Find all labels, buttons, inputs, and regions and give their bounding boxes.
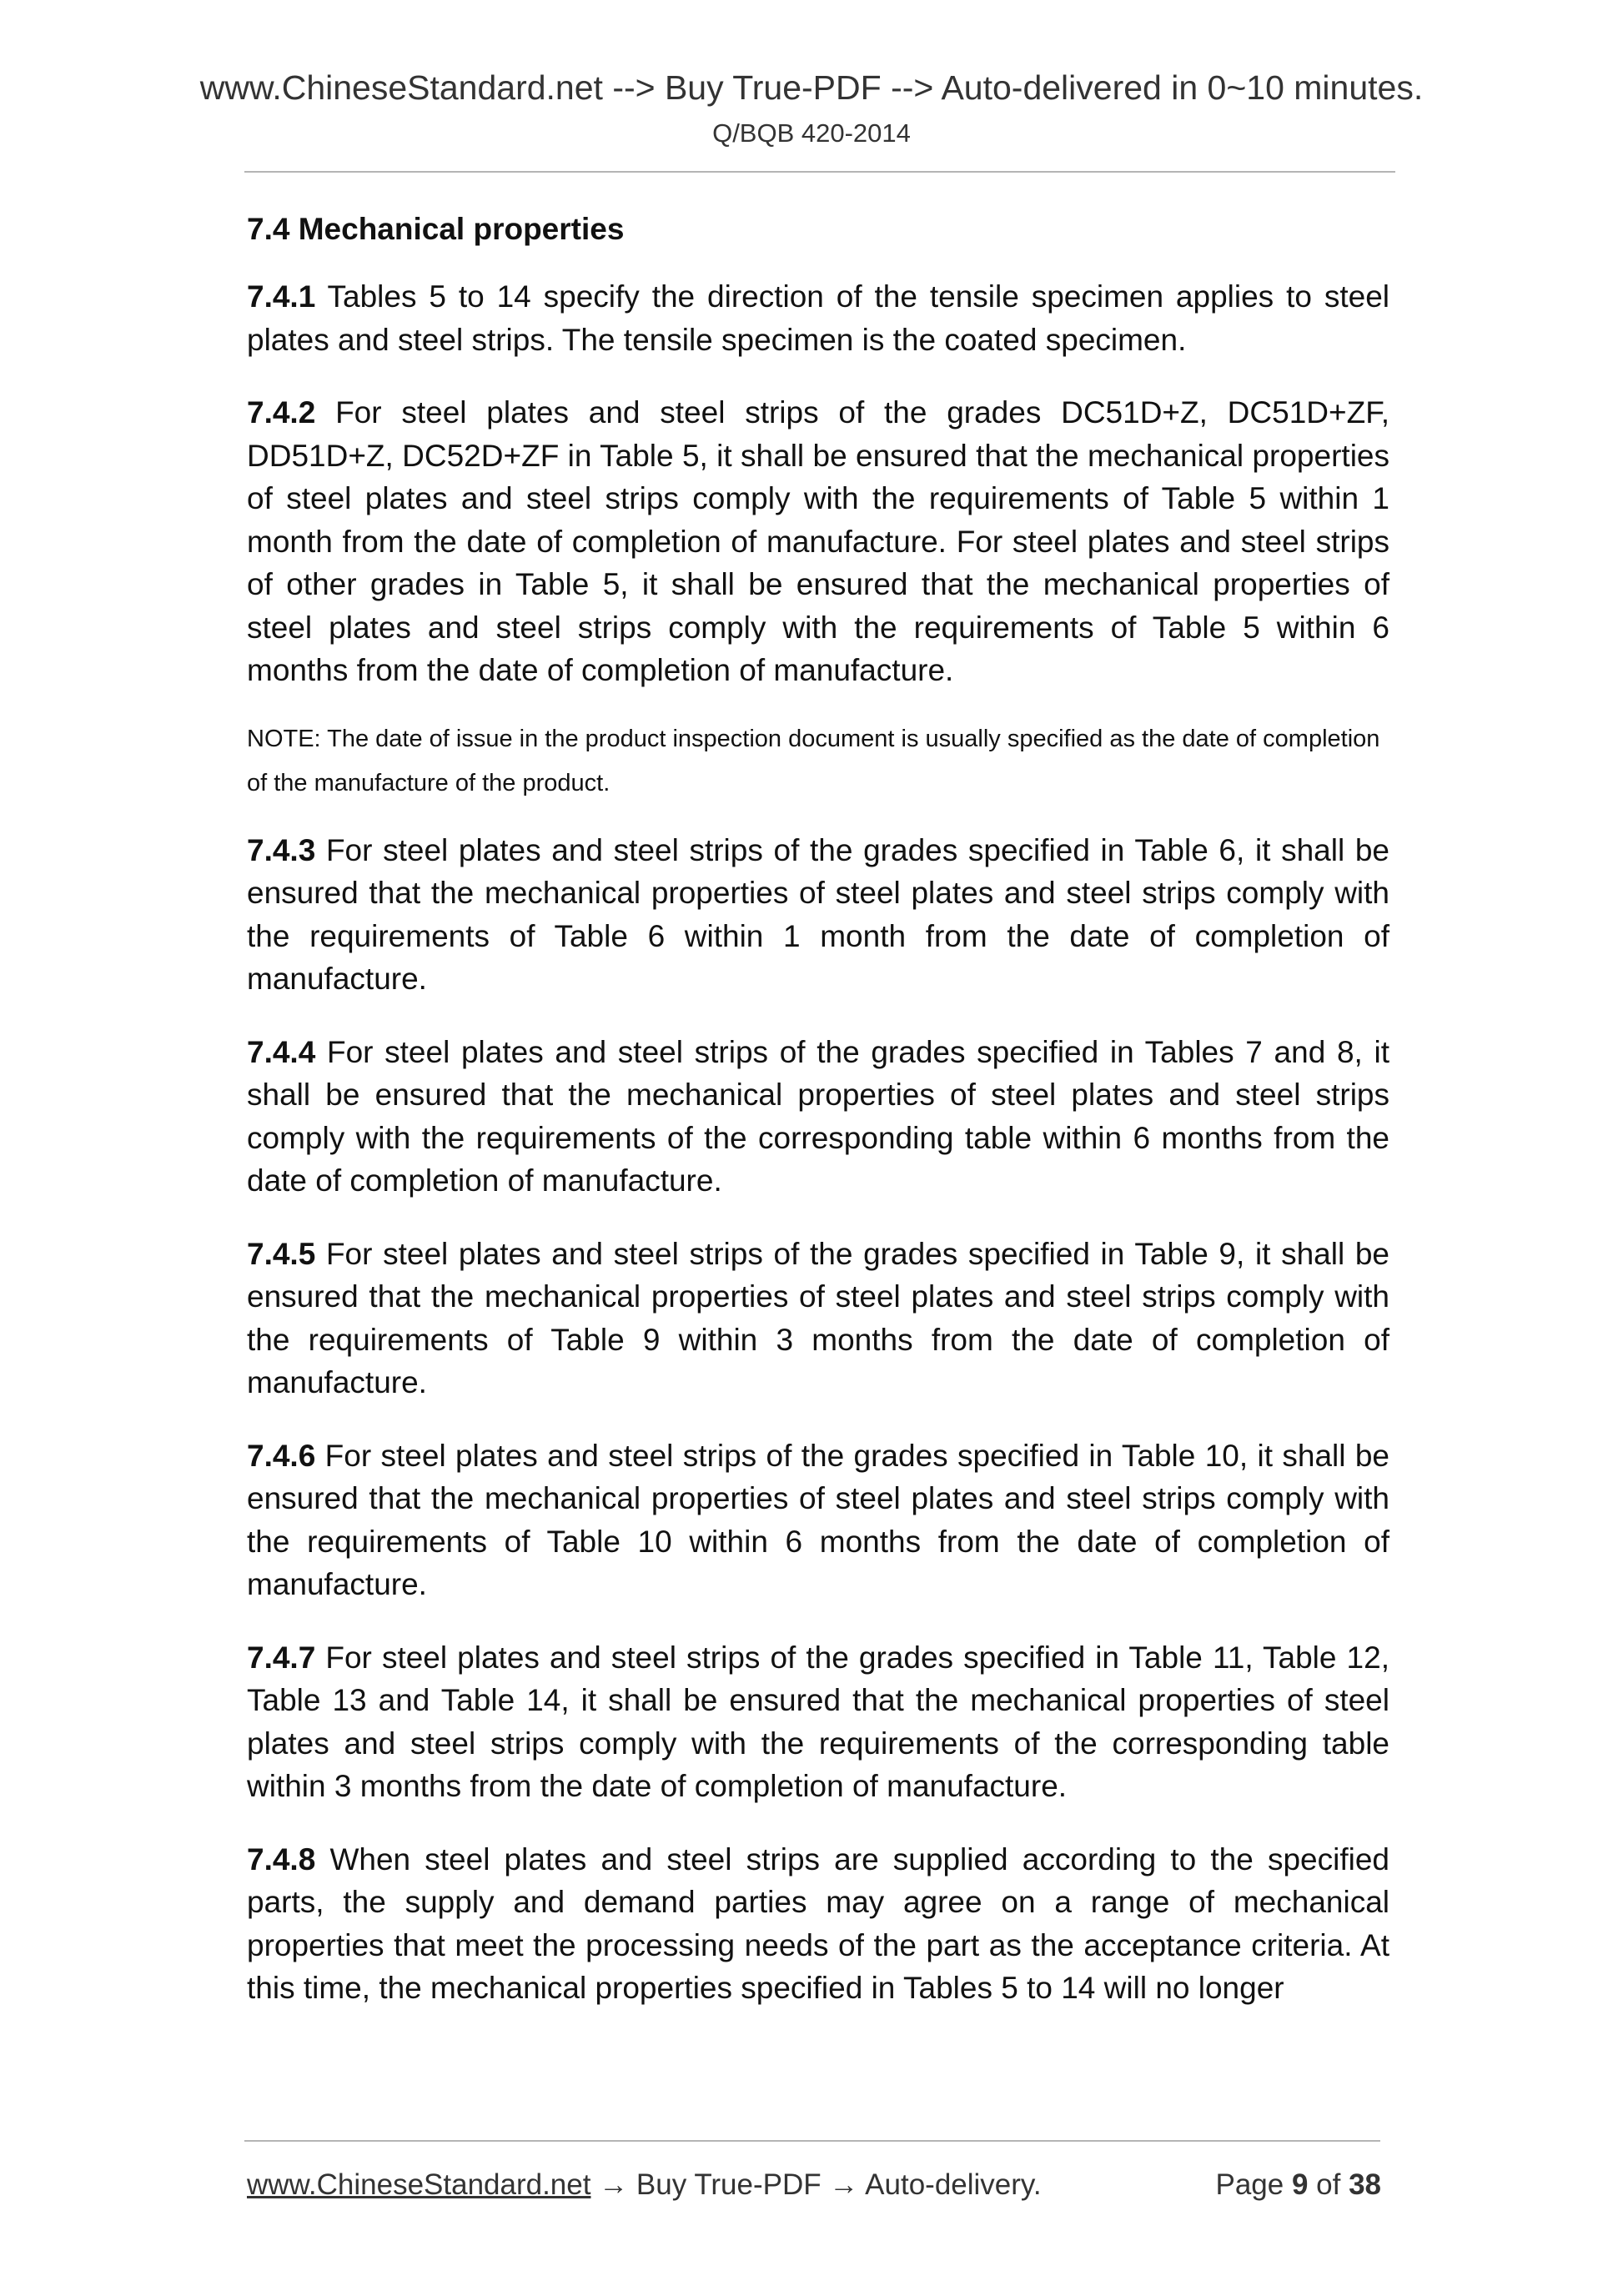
header-banner: www.ChineseStandard.net --> Buy True-PDF --> Auto-delivered in 0~10 minutes. — [199, 68, 1424, 107]
clause-number: 7.4.5 — [247, 1236, 316, 1271]
page-total: 38 — [1349, 2168, 1381, 2201]
clause-text: For steel plates and steel strips of the grades specified in Table 10, it shall be ensured that the mechanical properties of steel plates and steel strips comply with the requirements of Table 10 within 6 months from the date of completion of manufacture. — [247, 1438, 1389, 1601]
site-link[interactable]: www.ChineseStandard.net — [247, 2168, 591, 2201]
header-divider — [244, 171, 1395, 173]
paragraph-7-4-2 — [247, 391, 1389, 692]
paragraph-7-4-7 — [247, 1636, 1389, 1808]
page-content — [247, 208, 1389, 2040]
page-of: of — [1308, 2168, 1349, 2201]
footer-tagline: → Buy True-PDF → Auto-delivery. — [590, 2168, 1042, 2201]
paragraph-7-4-6 — [247, 1434, 1389, 1606]
footer-promo — [247, 2164, 1042, 2206]
clause-number: 7.4.6 — [247, 1438, 316, 1473]
clause-text: For steel plates and steel strips of the grades DC51D+Z, DC51D+ZF, DD51D+Z, DC52D+ZF in Table 5, it shall be ensured that the mechanical properties of steel plates and steel strips comply with the requirements of Table 5 within 1 month from the date of completion of manufacture. For steel plates and steel strips of other grades in Table 5, it shall be ensured that the mechanical properties of steel plates and steel strips comply with the requirements of Table 5 within 6 months from the date of completion of manufacture. — [247, 395, 1389, 687]
clause-number: 7.4.1 — [247, 279, 316, 314]
clause-text: For steel plates and steel strips of the grades specified in Tables 7 and 8, it shall be ensured that the mechanical properties of steel plates and steel strips comply with the requirements of the corresponding table within 6 months from the date of completion of manufacture. — [247, 1034, 1389, 1198]
clause-text: For steel plates and steel strips of the grades specified in Table 11, Table 12, Table 13 and Table 14, it shall be ensured that the mechanical properties of steel plates and steel strips comply with the requirements of the corresponding table within 3 months from the date of completion of manufacture. — [247, 1640, 1389, 1803]
paragraph-7-4-5 — [247, 1233, 1389, 1404]
page-indicator — [1215, 2164, 1381, 2206]
page-current: 9 — [1291, 2168, 1309, 2201]
clause-number: 7.4.4 — [247, 1034, 316, 1069]
clause-number: 7.4.8 — [247, 1841, 316, 1876]
section-heading: 7.4 Mechanical properties — [247, 212, 625, 246]
page-footer — [247, 2164, 1381, 2206]
clause-text: When steel plates and steel strips are supplied according to the specified parts, the supply and demand parties may agree on a range of mechanical properties that meet the processing needs of the part as the acceptance criteria. At this time, the mechanical properties specified in Tables 5 to 14 will no longer — [247, 1841, 1389, 2005]
clause-text: For steel plates and steel strips of the grades specified in Table 9, it shall be ensured that the mechanical properties of steel plates and steel strips comply with the requirements of Table 9 within 3 months from the date of completion of manufacture. — [247, 1236, 1389, 1399]
clause-number: 7.4.2 — [247, 395, 316, 430]
clause-number: 7.4.7 — [247, 1640, 316, 1675]
clause-number: 7.4.3 — [247, 832, 316, 867]
paragraph-7-4-3 — [247, 829, 1389, 1001]
document-number: Q/BQB 420-2014 — [712, 118, 911, 148]
note-text: NOTE: The date of issue in the product inspection document is usually specified as the date of completion of the manufacture of the product. — [247, 725, 1380, 796]
paragraph-7-4-4 — [247, 1031, 1389, 1203]
paragraph-7-4-1 — [247, 275, 1389, 361]
clause-text: For steel plates and steel strips of the grades specified in Table 6, it shall be ensured that the mechanical properties of steel plates and steel strips comply with the requirements of Table 6 within 1 month from the date of completion of manufacture. — [247, 832, 1389, 996]
footer-divider — [244, 2140, 1380, 2142]
paragraph-7-4-8 — [247, 1838, 1389, 2010]
clause-text: Tables 5 to 14 specify the direction of the tensile specimen applies to steel plates and steel strips. The tensile specimen is the coated specimen. — [247, 279, 1389, 357]
page-label: Page — [1215, 2168, 1292, 2201]
